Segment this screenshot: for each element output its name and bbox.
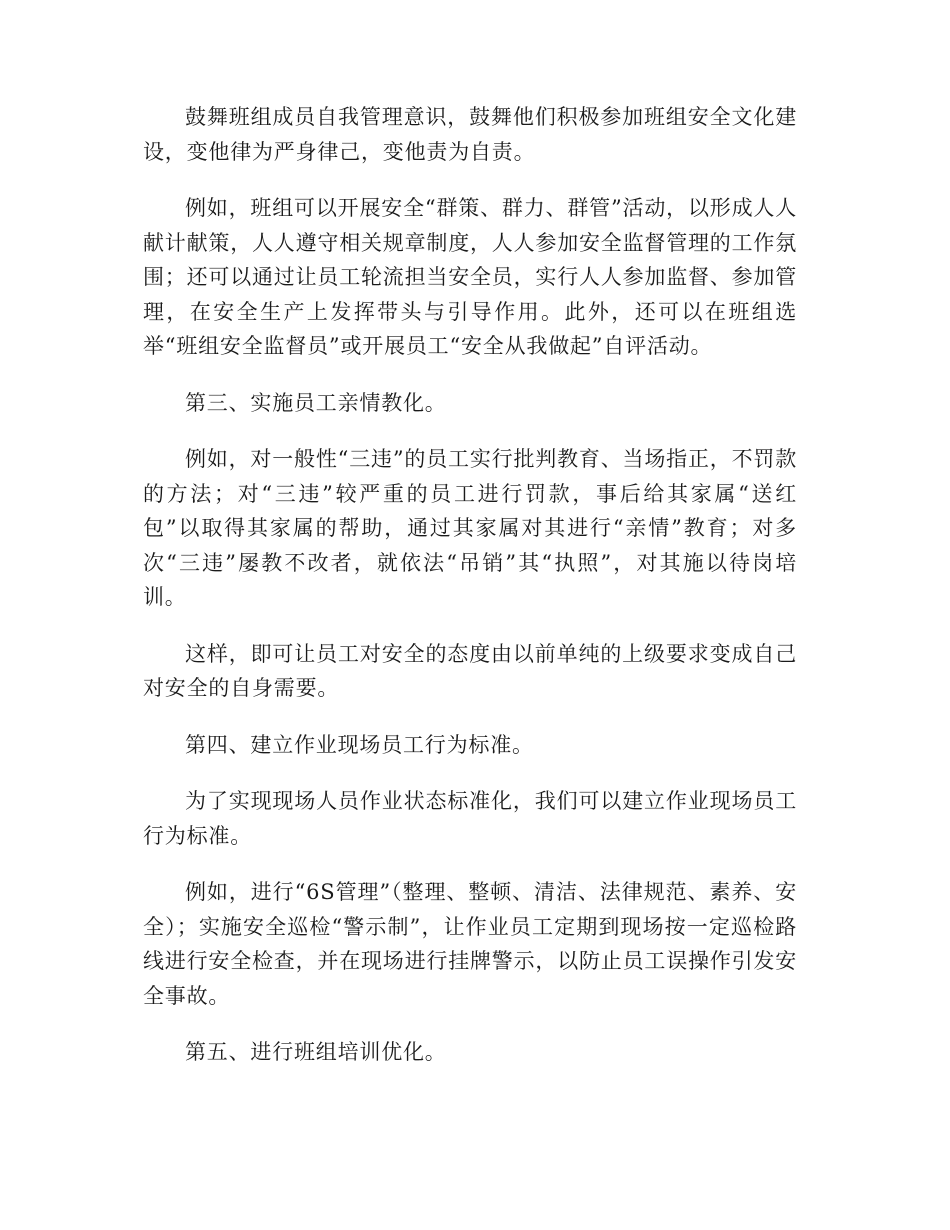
- section-heading-4: 第四、建立作业现场员工行为标准。: [185, 732, 534, 757]
- section-heading-3: 第三、实施员工亲情教化。: [185, 390, 447, 415]
- paragraph-behavior-standard: 为了实现现场人员作业状态标准化，我们可以建立作业现场员工行为标准。: [143, 789, 797, 848]
- paragraph-6s-management: 例如，进行“6S管理”（整理、整顿、清洁、法律规范、素养、安全）；实施安全巡检“警示制”，让作业员工定期到现场按一定巡检路线进行安全检查，并在现场进行挂牌警示，以防止员工误操作引发安全事故。: [143, 880, 797, 1008]
- section-heading-5: 第五、进行班组培训优化。: [185, 1040, 447, 1064]
- paragraph-family-education: 例如，对一般性“三违”的员工实行批判教育、当场指正，不罚款的方法；对“三违”较严重的员工进行罚款，事后给其家属“送红包”以取得其家属的帮助，通过其家属对其进行“亲情”教育；对多次“三违”屡教不改者，就依法“吊销”其“执照”，对其施以待岗培训。: [143, 447, 797, 609]
- paragraph-group-activities: 例如，班组可以开展安全“群策、群力、群管”活动，以形成人人献计献策，人人遵守相关规章制度，人人参加安全监督管理的工作氛围；还可以通过让员工轮流担当安全员，实行人人参加监督、参加管理，在安全生产上发挥带头与引导作用。此外，还可以在班组选举“班组安全监督员”或开展员工“安全从我做起”自评活动。: [143, 196, 797, 358]
- document-page: [143, 100, 797, 1070]
- paragraph-safety-attitude: 这样，即可让员工对安全的态度由以前单纯的上级要求变成自己对安全的自身需要。: [143, 641, 797, 700]
- paragraph-self-management: 鼓舞班组成员自我管理意识，鼓舞他们积极参加班组安全文化建设，变他律为严身律己，变他责为自责。: [143, 105, 797, 164]
